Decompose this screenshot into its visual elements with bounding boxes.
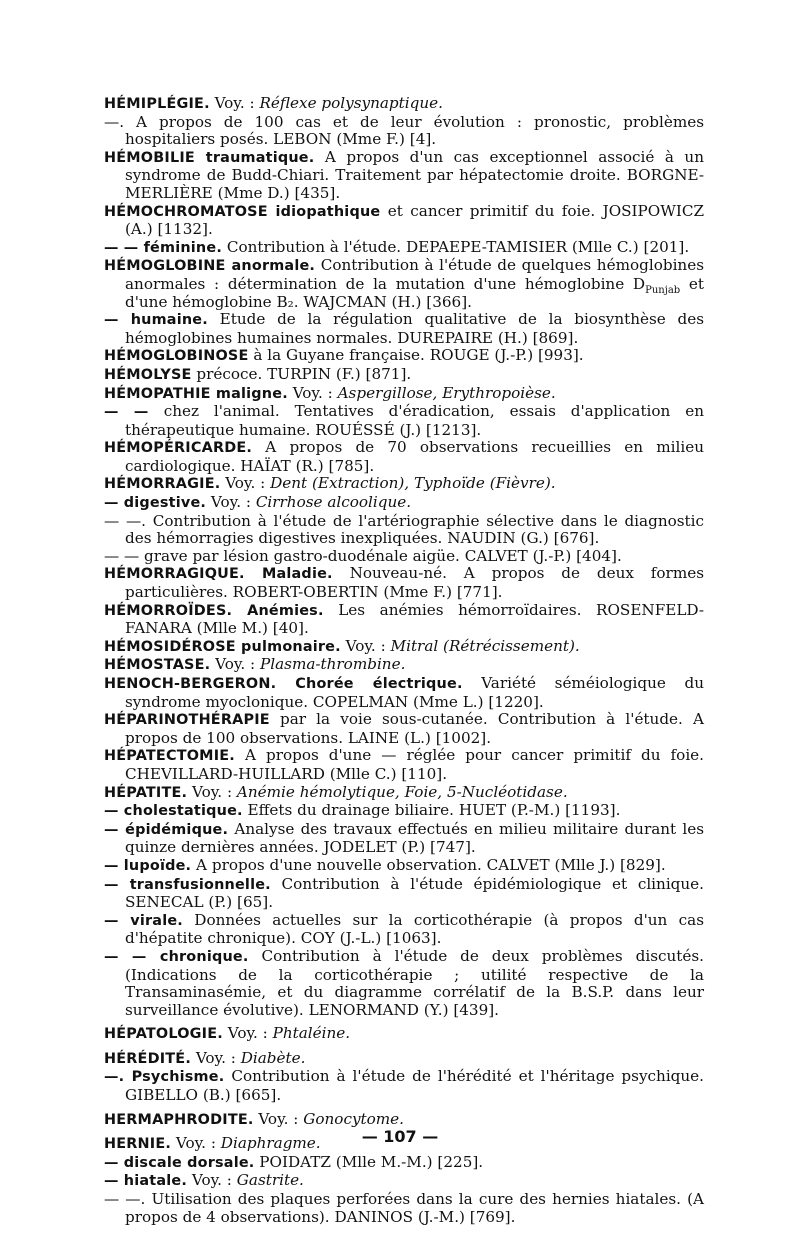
entry-heading: HÉMORRAGIQUE. Maladie. — [104, 566, 333, 583]
index-entry — [104, 347, 704, 366]
entry-heading: HÉMIPLÉGIE. — [104, 96, 210, 112]
entry-text: Voy. : — [340, 636, 391, 655]
cross-reference: Réflexe polysynaptique. — [259, 94, 443, 112]
index-entry — [104, 747, 704, 783]
entry-heading: HÉMOLYSE — [104, 366, 192, 383]
index-entry — [104, 1191, 704, 1226]
entry-heading: HERNIE. — [104, 1136, 172, 1153]
index-entry — [104, 565, 704, 601]
entry-text: Contribution à l'étude épidémiologique et clinique. SENECAL (P.) [65]. — [125, 874, 704, 912]
index-entry — [104, 1068, 704, 1104]
index-entry — [104, 1025, 704, 1044]
subscript-variant: Punjab — [645, 284, 681, 296]
cross-reference: Plasma-thrombine. — [260, 655, 406, 674]
entry-text: Contribution à l'étude de quelques hémoglobines anormales : détermination de la mutation d'une hémoglobine D — [125, 256, 704, 293]
entry-heading: HÉMOSIDÉROSE pulmonaire. — [104, 638, 341, 655]
entry-heading: — lupoïde. — [104, 857, 192, 874]
index-entry — [104, 257, 704, 311]
index-entry — [104, 403, 704, 439]
index-entry — [104, 876, 704, 912]
entry-text: Voy. : — [171, 1134, 221, 1153]
index-entry — [104, 675, 704, 711]
entry-text: A propos d'une — réglée pour cancer primitif du foie. CHEVILLARD-HUILLARD (Mlle C.) [110]. — [125, 746, 704, 783]
entry-text: Variété séméiologique du syndrome myoclonique. COPELMAN (Mme L.) [1220]. — [125, 674, 704, 711]
entry-heading: HENOCH-BERGERON. Chorée électrique. — [104, 676, 463, 692]
index-entry — [104, 821, 704, 857]
index-entry — [104, 366, 704, 385]
entry-heading: — humaine. — [104, 312, 208, 329]
index-entry — [104, 385, 704, 404]
entry-heading: — cholestatique. — [104, 803, 243, 820]
entry-text: Voy. : — [253, 1109, 304, 1128]
entry-text: Voy. : — [209, 94, 260, 112]
entry-heading: HÉMOPÉRICARDE. — [104, 440, 253, 457]
cross-reference: Anémie hémolytique, Foie, 5-Nucléotidase. — [236, 782, 568, 801]
entry-text: Contribution à l'étude de l'hérédité et l'héritage psychique. GIBELLO (B.) [665]. — [125, 1067, 704, 1105]
entry-heading: — discale dorsale. — [104, 1154, 255, 1171]
entry-heading: HÉPATECTOMIE. — [104, 748, 235, 765]
index-entry — [104, 948, 704, 1019]
entry-heading: HÉMOBILIE traumatique. — [104, 149, 315, 166]
page-number: — 107 — — [361, 1127, 439, 1146]
entry-text: —. A propos de 100 cas et de leur évolution : pronostic, problèmes hospitaliers posés. LEBON (Mme F.) [4]. — [104, 112, 704, 149]
entry-heading: — — féminine. — [104, 239, 222, 256]
index-entry — [104, 711, 704, 747]
entry-text: Analyse des travaux effectués en milieu militaire durant les quinze dernières années. JODELET (P.) [747]. — [125, 819, 704, 857]
index-entry — [104, 656, 704, 675]
entry-text: — — grave par lésion gastro-duodénale aigüe. CALVET (J.-P.) [404]. — [104, 546, 622, 565]
entry-heading: HÉMOGLOBINOSE — [104, 348, 249, 365]
entry-heading: HÉMOPATHIE maligne. — [104, 385, 288, 402]
entry-text: Contribution à l'étude de deux problèmes discutés. (Indications de la corticothérapie ; utilité respective de la Transaminasémie, et du diagramme corrélatif de la B.S.P. dans leur surveillance évolutive). LENORMAND (Y.) [439]. — [125, 946, 704, 1019]
entry-heading: HÉMORROÏDES. Anémies. — [104, 602, 324, 619]
index-entry — [104, 239, 704, 258]
entry-text: par la voie sous-cutanée. Contribution à l'étude. A propos de 100 observations. LAINE (L.) [1002]. — [125, 710, 704, 747]
entry-heading: HÉRÉDITÉ. — [104, 1050, 191, 1067]
index-entry — [104, 1172, 704, 1191]
cross-reference: Gonocytome. — [303, 1109, 405, 1128]
index-entry — [104, 311, 704, 347]
entry-heading: HÉMOCHROMATOSE idiopathique — [104, 203, 381, 220]
entry-text: Nouveau-né. A propos de deux formes particulières. ROBERT-OBERTIN (Mme F.) [771]. — [125, 564, 704, 602]
entry-text: Les anémies hémorroïdaires. ROSENFELD-FANARA (Mlle M.) [40]. — [125, 600, 704, 638]
cross-reference: Dent (Extraction), Typhoïde (Fièvre). — [270, 474, 556, 493]
entry-text: Voy. : — [191, 1048, 241, 1067]
entry-text: Voy. : — [187, 782, 237, 801]
index-entry — [104, 638, 704, 657]
index-entry — [104, 203, 704, 239]
entry-heading: — — — [104, 404, 164, 421]
index-entry — [104, 802, 704, 821]
entry-heading: — digestive. — [104, 495, 207, 512]
entry-text: Voy. : — [222, 1024, 273, 1043]
entry-heading: — hiatale. — [104, 1173, 188, 1190]
entry-text: — —. Contribution à l'étude de l'artériographie sélective dans le diagnostic des hémorragies digestives inexpliquées. NAUDIN (G.) [676]. — [104, 511, 704, 548]
entry-text: A propos de 70 observations recueillies en milieu cardiologique. HAÏAT (R.) [785]. — [125, 438, 704, 475]
index-entry — [104, 912, 704, 948]
entry-heading: HÉPATOLOGIE. — [104, 1026, 223, 1043]
entry-text: et cancer primitif du foie. JOSIPOWICZ (A.) [1132]. — [125, 201, 704, 239]
cross-reference: Phtaléine. — [272, 1024, 351, 1043]
index-entry — [104, 149, 704, 203]
entry-text: Données actuelles sur la corticothérapie (à propos d'un cas d'hépatite chronique). COY (J.-L.) [1063]. — [125, 910, 705, 948]
cross-reference: Diaphragme. — [220, 1134, 321, 1153]
entry-text: — —. Utilisation des plaques perforées dans la cure des hernies hiatales. (A propos de 4 observations). DANINOS (J.-M.) [769]. — [104, 1190, 704, 1226]
entry-heading: — virale. — [104, 912, 183, 929]
entry-text-tail: et d'une hémoglobine B₂. WAJCMAN (H.) [366]. — [125, 274, 704, 311]
index-entry — [104, 95, 704, 114]
entry-text: à la Guyane française. ROUGE (J.-P.) [993]. — [248, 346, 584, 365]
index-entry — [104, 114, 704, 149]
entry-heading: — transfusionnelle. — [104, 876, 271, 893]
entry-heading: HÉMOSTASE. — [104, 657, 211, 674]
entry-text: Voy. : — [220, 474, 271, 493]
index-entry — [104, 494, 704, 513]
index-entry — [104, 602, 704, 638]
index-entry — [104, 548, 704, 566]
index-entry — [104, 513, 704, 548]
index-page — [104, 95, 704, 1226]
entry-heading: — — chronique. — [104, 948, 249, 965]
entry-heading: HÉMORRAGIE. — [104, 476, 221, 493]
entry-heading: — épidémique. — [104, 821, 229, 838]
entry-heading: HÉPATITE. — [104, 784, 188, 801]
entry-heading: HÉMOGLOBINE anormale. — [104, 258, 316, 275]
entry-text: Etude de la régulation qualitative de la biosynthèse des hémoglobines humaines normales. DUREPAIRE (H.) [869]. — [125, 310, 704, 347]
index-entry — [104, 439, 704, 475]
cross-reference: Mitral (Rétrécissement). — [390, 636, 580, 655]
entry-text: Voy. : — [187, 1171, 237, 1190]
index-entry — [104, 1154, 704, 1173]
cross-reference: Cirrhose alcoolique. — [255, 493, 412, 512]
entry-text: Voy. : — [287, 383, 338, 402]
entry-heading: HÉPARINOTHÉRAPIE — [104, 712, 270, 729]
index-entry — [104, 857, 704, 876]
entry-text: Voy. : — [210, 655, 261, 674]
entry-heading: HERMAPHRODITE. — [104, 1111, 254, 1128]
cross-reference: Aspergillose, Erythropoièse. — [337, 383, 556, 402]
index-entry — [104, 784, 704, 803]
entry-text: chez l'animal. Tentatives d'éradication, essais d'application en thérapeutique humaine. ROUÉSSÉ (J.) [1213]. — [125, 402, 704, 439]
cross-reference: Diabète. — [240, 1048, 306, 1067]
entry-heading: —. Psychisme. — [104, 1069, 225, 1086]
entry-text: Contribution à l'étude. DEPAEPE-TAMISIER (Mlle C.) [201]. — [222, 237, 690, 256]
index-entry — [104, 475, 704, 494]
cross-reference: Gastrite. — [236, 1171, 304, 1190]
entry-text: A propos d'un cas exceptionnel associé à un syndrome de Budd-Chiari. Traitement par hépatectomie droite. BORGNE-MERLIÈRE (Mme D.) [435]. — [125, 147, 704, 202]
index-entry — [104, 1050, 704, 1069]
entry-text: POIDATZ (Mlle M.-M.) [225]. — [254, 1152, 484, 1171]
entry-text: Voy. : — [206, 493, 256, 512]
entry-text: précoce. TURPIN (F.) [871]. — [191, 364, 412, 383]
entry-text: Effets du drainage biliaire. HUET (P.-M.) [1193]. — [242, 801, 621, 820]
entry-text: A propos d'une nouvelle observation. CALVET (Mlle J.) [829]. — [191, 855, 666, 874]
